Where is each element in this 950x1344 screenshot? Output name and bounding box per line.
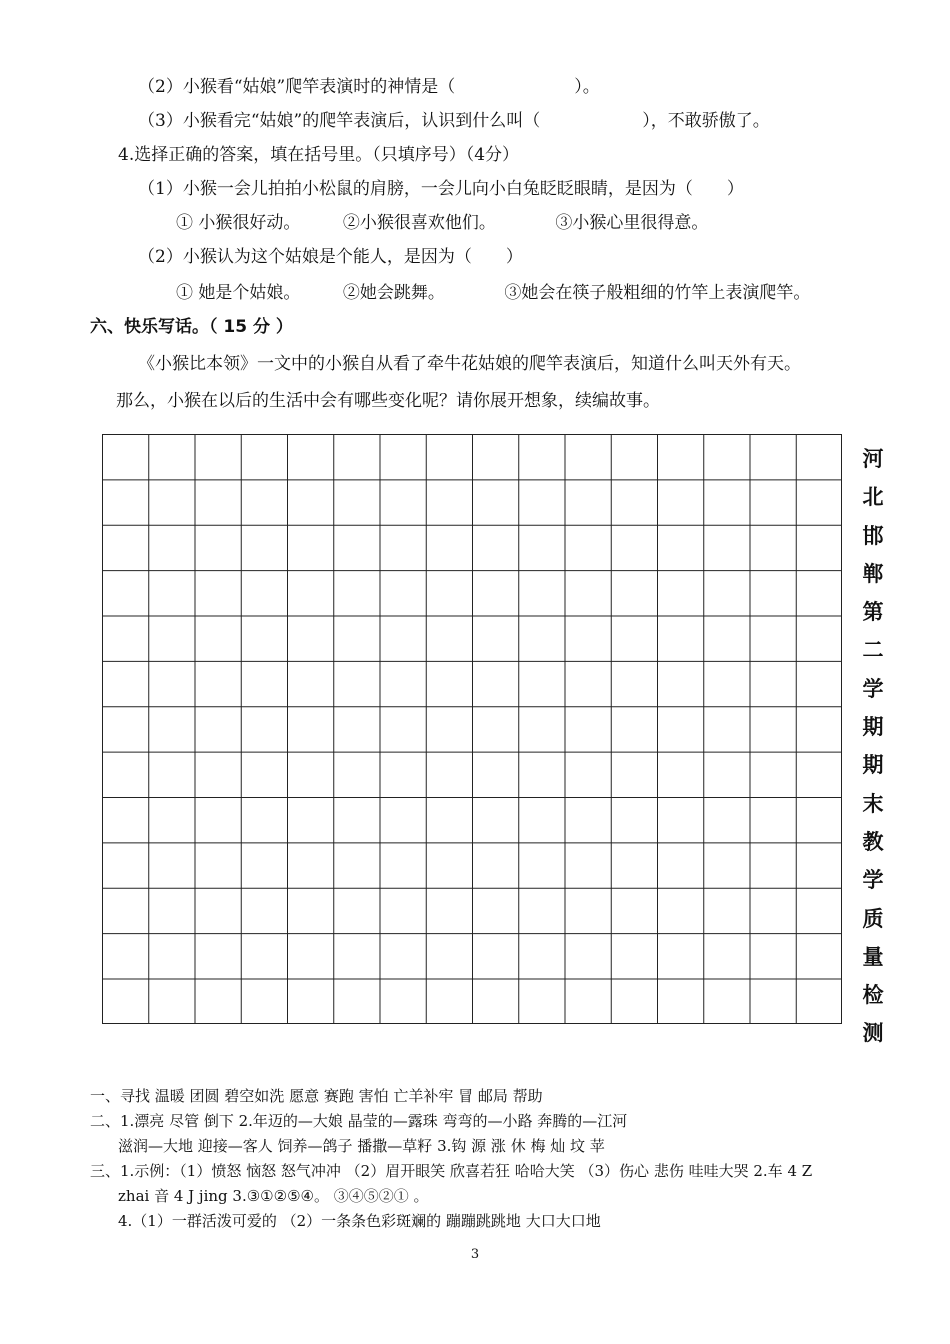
answer-section-3-line-2: zhai 音 4 J jing 3.③①②⑤④。 ③④⑤②① 。 <box>118 1187 429 1205</box>
answer-section-3-line-1: 三、1.示例：（1）愤怒 恼怒 怒气冲冲 （2）眉开眼笑 欣喜若狂 哈哈大笑 （3）伤心 悲伤 哇哇大哭 2.车 4 Z <box>90 1162 813 1180</box>
question-4-2: （2）小猴认为这个姑娘是个能人，是因为（ ） <box>138 247 523 267</box>
question-3-3: （3）小猴看完“姑娘”的爬竿表演后，认识到什么叫（ ），不敢骄傲了。 <box>138 111 770 131</box>
question-4-2-options: ① 她是个姑娘。 ②她会跳舞。 ③她会在筷子般粗细的竹竿上表演爬竿。 <box>176 283 811 303</box>
question-3-2: （2）小猴看“姑娘”爬竿表演时的神情是（ ）。 <box>138 77 600 97</box>
answer-section-2-line-2: 滋润—大地 迎接—客人 饲养—鸽子 播撒—草籽 3.钩 源 涨 休 梅 灿 坟 苹 <box>118 1137 605 1155</box>
page-number: 3 <box>470 1247 480 1262</box>
answer-section-3-line-3: 4.（1）一群活泼可爱的 （2）一条条色彩斑斓的 蹦蹦跳跳地 大口大口地 <box>118 1212 601 1230</box>
section-6-prompt-line-2: 那么，小猴在以后的生活中会有哪些变化呢？请你展开想象，续编故事。 <box>116 391 660 411</box>
section-6-title: 六、快乐写话。（ 15 分 ） <box>90 317 293 337</box>
question-4-title: 4.选择正确的答案，填在括号里。（只填序号）（4分） <box>118 145 520 165</box>
question-4-1: （1）小猴一会儿拍拍小松鼠的肩膀，一会儿向小白兔眨眨眼睛，是因为（ ） <box>138 179 744 199</box>
answer-section-2-line-1: 二、1.漂亮 尽管 倒下 2.年迈的—大娘 晶莹的—露珠 弯弯的—小路 奔腾的—江河 <box>90 1112 628 1130</box>
section-6-prompt-line-1: 《小猴比本领》一文中的小猴自从看了牵牛花姑娘的爬竿表演后，知道什么叫天外有天。 <box>138 354 801 374</box>
writing-grid <box>102 434 842 1024</box>
question-4-1-options: ① 小猴很好动。 ②小猴很喜欢他们。 ③小猴心里很得意。 <box>176 213 709 233</box>
side-label: 河北邯郸第二学期期末教学质量检测 <box>862 447 884 1046</box>
answer-section-1: 一、寻找 温暖 团圆 碧空如洗 愿意 赛跑 害怕 亡羊补牢 冒 邮局 帮助 <box>90 1087 543 1105</box>
